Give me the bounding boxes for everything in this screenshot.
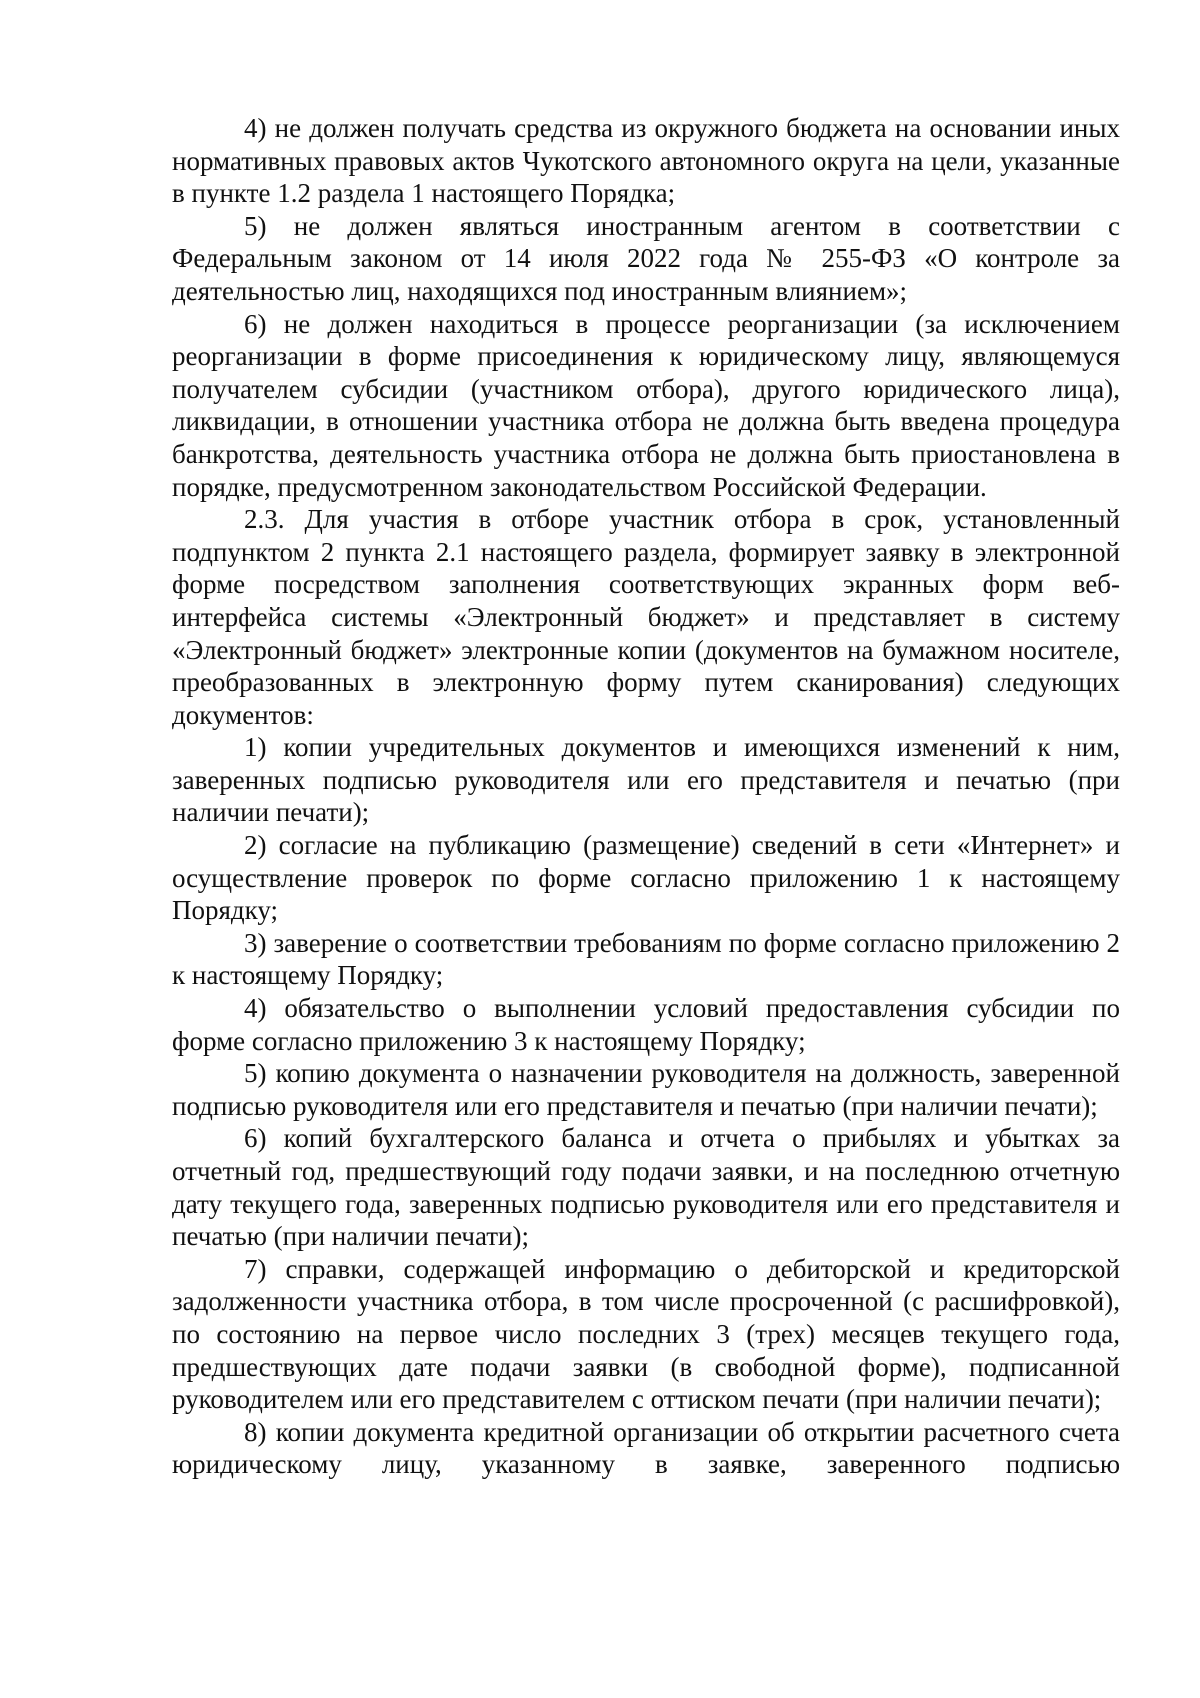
paragraph-doc-2: 2) согласие на публикацию (размещение) сведений в сети «Интернет» и осуществление проверок по форме согласно приложению 1 к настоящему Порядку;: [172, 830, 1120, 926]
paragraph-doc-4: 4) обязательство о выполнении условий предоставления субсидии по форме согласно приложению 3 к настоящему Порядку;: [172, 993, 1120, 1056]
paragraph-doc-1: 1) копии учредительных документов и имеющихся изменений к ним, заверенных подписью руководителя или его представителя и печатью (при наличии печати);: [172, 732, 1120, 828]
paragraph-doc-3: 3) заверение о соответствии требованиям по форме согласно приложению 2 к настоящему Порядку;: [172, 927, 1120, 991]
document-body: [172, 112, 1120, 1481]
paragraph-doc-8: 8) копии документа кредитной организации об открытии расчетного счета юридическому лицу, указанному в заявке, заверенного подписью: [172, 1416, 1120, 1480]
paragraph-item-5: 5) не должен являться иностранным агентом в соответствии с Федеральным законом от 14 июля 2022 года № 255-ФЗ «О контроле за деятельностью лиц, находящихся под иностранным влиянием»;: [172, 210, 1120, 306]
paragraph-section-2-3: 2.3. Для участия в отборе участник отбора в срок, установленный подпунктом 2 пункта 2.1 настоящего раздела, формирует заявку в электронной форме посредством заполнения соответствующих экранных форм веб-интерфейса системы «Электронный бюджет» и представляет в систему «Электронный бюджет» электронные копии (документов на бумажном носителе, преобразованных в электронную форму путем сканирования) следующих документов:: [172, 504, 1120, 730]
paragraph-doc-6: 6) копий бухгалтерского баланса и отчета о прибылях и убытках за отчетный год, предшествующий году подачи заявки, и на последнюю отчетную дату текущего года, заверенных подписью руководителя или его представителя и печатью (при наличии печати);: [172, 1123, 1120, 1252]
paragraph-item-6: 6) не должен находиться в процессе реорганизации (за исключением реорганизации в форме присоединения к юридическому лицу, являющемуся получателем субсидии (участником отбора), другого юридического лица), ликвидации, в отношении участника отбора не должна быть введена процедура банкротства, деятельность участника отбора не должна быть приостановлена в порядке, предусмотренном законодательством Российской Федерации.: [172, 308, 1120, 502]
paragraph-doc-5: 5) копию документа о назначении руководителя на должность, заверенной подписью руководителя или его представителя и печатью (при наличии печати);: [172, 1058, 1120, 1121]
paragraph-doc-7: 7) справки, содержащей информацию о дебиторской и кредиторской задолженности участника отбора, в том числе просроченной (с расшифровкой), по состоянию на первое число последних 3 (трех) месяцев текущего года, предшествующих дате подачи заявки (в свободной форме), подписанной руководителем или его представителем с оттиском печати (при наличии печати);: [172, 1253, 1120, 1415]
paragraph-item-4: 4) не должен получать средства из окружного бюджета на основании иных нормативных правовых актов Чукотского автономного округа на цели, указанные в пункте 1.2 раздела 1 настоящего Порядка;: [172, 113, 1120, 209]
